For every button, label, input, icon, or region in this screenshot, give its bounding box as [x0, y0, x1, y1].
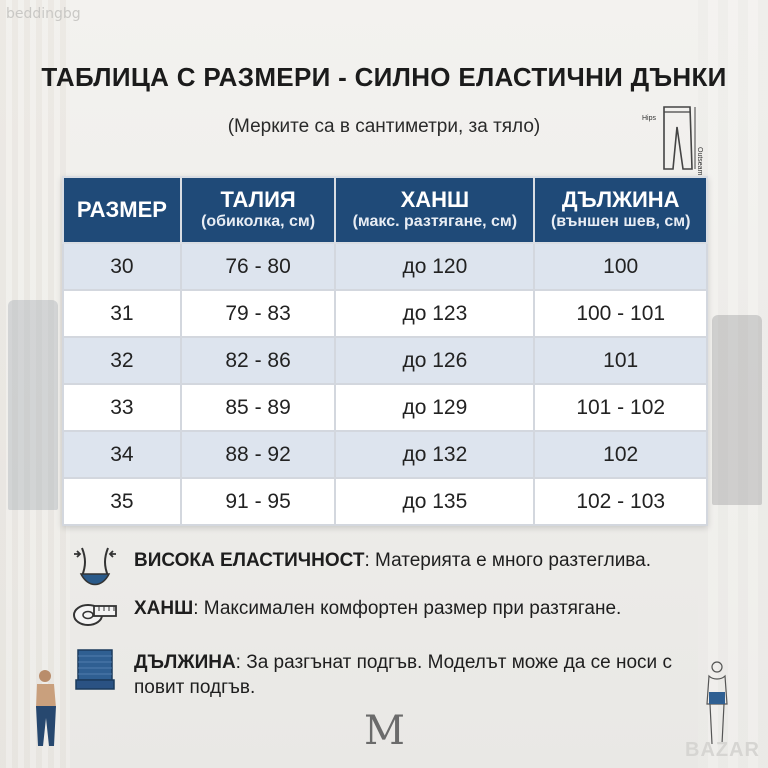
legend-length-text: : За разгънат подгъв. Моделът може да се носи с повит подгъв.: [134, 652, 672, 698]
header-length-sublabel: (външен шев, см): [550, 213, 691, 230]
jeans-hem-icon: [72, 646, 118, 692]
page-subtitle: (Мерките са в сантиметри, за тяло): [227, 116, 541, 137]
header-waist-sublabel: (обиколка, см): [201, 213, 316, 230]
table-row: [63, 384, 707, 431]
mannequin-figure-right-icon: [697, 660, 737, 746]
header-hips-sublabel: (макс. разтягане, см): [352, 213, 518, 230]
cell-waist: 88 - 92: [181, 431, 335, 478]
background-clothes-left: [8, 300, 58, 510]
diagram-outseam-label: Outseam: [696, 147, 703, 175]
cell-hips: до 129: [335, 384, 534, 431]
table-row: [63, 478, 707, 525]
cell-length: 102 - 103: [534, 478, 707, 525]
header-hips-label: ХАНШ: [400, 187, 470, 212]
cell-length: 101 - 102: [534, 384, 707, 431]
cell-waist: 82 - 86: [181, 337, 335, 384]
legend-item-length: [72, 646, 712, 700]
cell-waist: 91 - 95: [181, 478, 335, 525]
header-hips: [335, 177, 534, 243]
cell-size: 33: [63, 384, 181, 431]
legend-item-hips: [72, 592, 712, 638]
table-row: [63, 337, 707, 384]
cell-length: 101: [534, 337, 707, 384]
cell-size: 34: [63, 431, 181, 478]
cell-hips: до 123: [335, 290, 534, 337]
measuring-tape-icon: [72, 592, 118, 638]
cell-hips: до 135: [335, 478, 534, 525]
cell-hips: до 120: [335, 243, 534, 290]
table-header-row: [63, 177, 707, 243]
cell-size: 31: [63, 290, 181, 337]
legend-hips-title: ХАНШ: [134, 598, 194, 619]
table-row: [63, 290, 707, 337]
watermark-top: beddingbg: [6, 6, 81, 22]
header-waist-label: ТАЛИЯ: [220, 187, 296, 212]
cell-size: 32: [63, 337, 181, 384]
table-row: [63, 431, 707, 478]
person-figure-left-icon: [30, 668, 64, 748]
waist-stretch-icon: [72, 544, 118, 590]
size-table: [62, 176, 708, 526]
cell-hips: до 126: [335, 337, 534, 384]
table-row: [63, 243, 707, 290]
cell-waist: 85 - 89: [181, 384, 335, 431]
legend-item-elasticity: [72, 544, 712, 590]
background-clothes-right: [712, 315, 762, 505]
legend-hips-text: : Максимален комфортен размер при разтягане.: [193, 598, 622, 619]
cell-hips: до 132: [335, 431, 534, 478]
cell-length: 100: [534, 243, 707, 290]
cell-length: 102: [534, 431, 707, 478]
header-length-label: ДЪЛЖИНА: [561, 187, 680, 212]
legend-elasticity-title: ВИСОКА ЕЛАСТИЧНОСТ: [134, 550, 365, 571]
legend-elasticity-text: : Материята е много разтеглива.: [364, 550, 652, 571]
header-waist: [181, 177, 335, 243]
jeans-diagram-icon: [640, 103, 710, 175]
header-size: [63, 177, 181, 243]
diagram-hips-label: Hips: [642, 115, 657, 122]
header-length: [534, 177, 707, 243]
header-size-label: РАЗМЕР: [76, 197, 167, 222]
legend-length-title: ДЪЛЖИНА: [134, 652, 236, 673]
brand-logo: M: [364, 708, 405, 754]
cell-size: 30: [63, 243, 181, 290]
cell-waist: 76 - 80: [181, 243, 335, 290]
cell-length: 100 - 101: [534, 290, 707, 337]
watermark-bottom: BAZAR: [685, 739, 760, 761]
cell-waist: 79 - 83: [181, 290, 335, 337]
cell-size: 35: [63, 478, 181, 525]
page-title: ТАБЛИЦА С РАЗМЕРИ - СИЛНО ЕЛАСТИЧНИ ДЪНКИ: [41, 62, 727, 92]
